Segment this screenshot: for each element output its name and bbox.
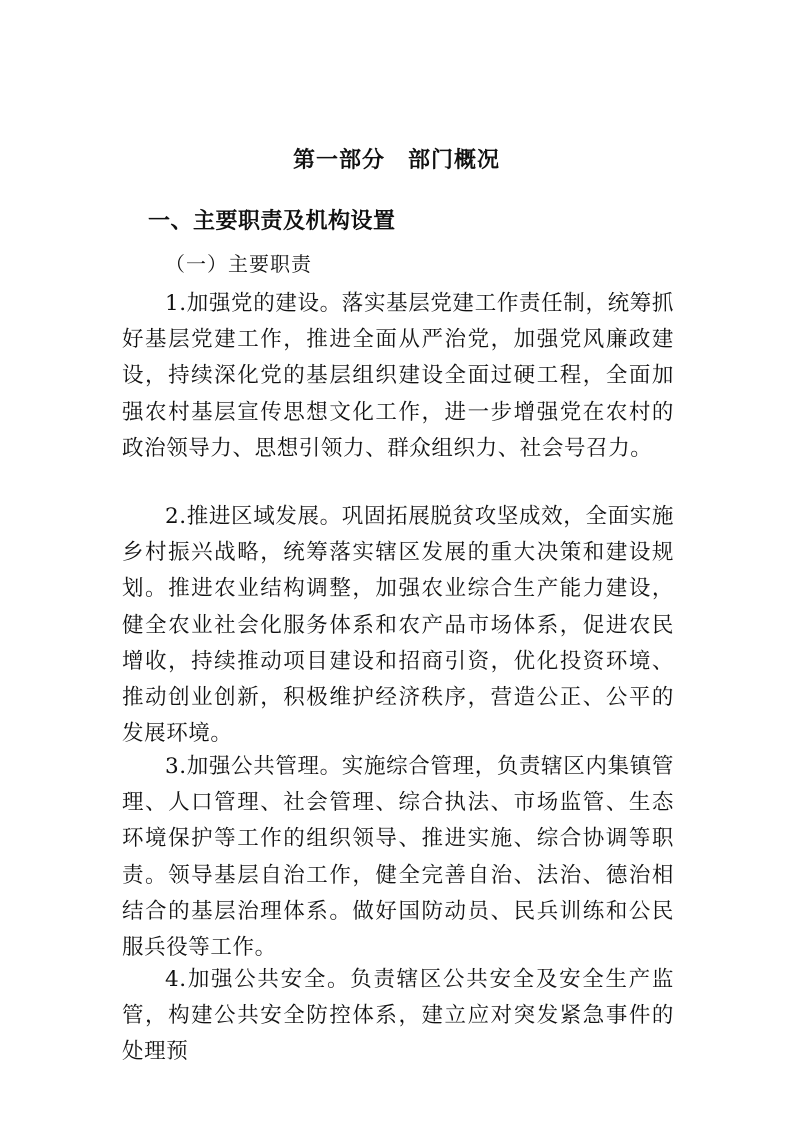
paragraph-public-safety: 4.加强公共安全。负责辖区公共安全及安全生产监管，构建公共安全防控体系，建立应对突发紧急事件的处理预 bbox=[122, 967, 674, 1065]
paragraph-party-building: 1.加强党的建设。落实基层党建工作责任制，统筹抓好基层党建工作，推进全面从严治党，加强党风廉政建设，持续深化党的基层组织建设全面过硬工程，全面加强农村基层宣传思想文化工作，进一步增强党在农村的政治领导力、思想引领力、群众组织力、社会号召力。 bbox=[122, 291, 674, 461]
page-title: 第一部分 部门概况 bbox=[292, 147, 500, 173]
section-heading: 一、主要职责及机构设置 bbox=[148, 208, 396, 234]
paragraph-public-management: 3.加强公共管理。实施综合管理，负责辖区内集镇管理、人口管理、社会管理、综合执法、市场监管、生态环境保护等工作的组织领导、推进实施、综合协调等职责。领导基层自治工作，健全完善自治、法治、德治相结合的基层治理体系。做好国防动员、民兵训练和公民服兵役等工作。 bbox=[122, 754, 674, 961]
paragraph-regional-development: 2.推进区域发展。巩固拓展脱贫攻坚成效，全面实施乡村振兴战略，统筹落实辖区发展的重大决策和建设规划。推进农业结构调整，加强农业综合生产能力建设，健全农业社会化服务体系和农产品市场体系，促进农民增收，持续推动项目建设和招商引资，优化投资环境、推动创业创新，积极维护经济秩序，营造公正、公平的发展环境。 bbox=[122, 504, 674, 747]
subheading: （一）主要职责 bbox=[165, 252, 312, 276]
